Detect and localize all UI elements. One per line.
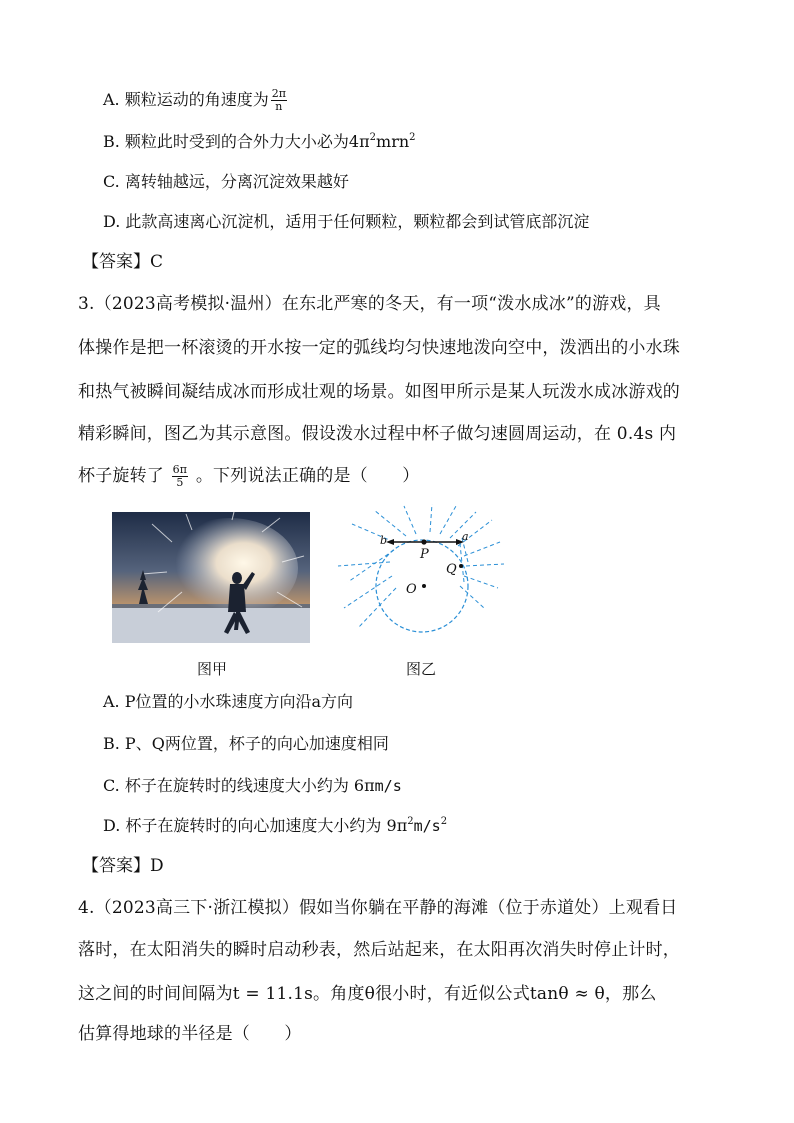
label-q: Q xyxy=(446,562,457,577)
q3-line-5-post: 。下列说法正确的是（ ） xyxy=(195,466,420,486)
q4-line-2: 落时，在太阳消失的瞬时启动秒表，然后站起来，在太阳再次消失时停止计时， xyxy=(78,940,680,960)
q4-line-4: 估算得地球的半径是（ ） xyxy=(78,1024,302,1044)
label-a: a xyxy=(462,530,469,543)
q3-option-c xyxy=(103,776,402,796)
q3-option-d xyxy=(103,816,447,836)
q3-option-b: B. P、Q两位置，杯子的向心加速度相同 xyxy=(103,734,389,753)
option-b-text: B. 颗粒此时受到的合外力大小必为4π xyxy=(103,132,370,151)
q3-option-c-text: C. 杯子在旋转时的线速度大小约为 6π xyxy=(103,776,375,795)
q3-option-d-text: D. 杯子在旋转时的向心加速度大小约为 9π xyxy=(103,816,408,835)
caption-figure-a: 图甲 xyxy=(197,660,228,678)
q3-line-2: 体操作是把一杯滚烫的开水按一定的弧线均匀快速地泼向空中，泼洒出的小水珠 xyxy=(78,338,680,358)
superscript: 2 xyxy=(407,816,414,827)
fraction-numerator: 6π xyxy=(172,463,188,476)
q4-line-3: 这之间的时间间隔为t = 11.1s。角度θ很小时，有近似公式tanθ ≈ θ，那么 xyxy=(78,984,657,1004)
fraction-denominator: n xyxy=(275,100,283,113)
q3-line-3: 和热气被瞬间凝结成冰而形成壮观的场景。如图甲所示是某人玩泼水成冰游戏的 xyxy=(78,382,680,402)
q3-line-5-pre: 杯子旋转了 xyxy=(78,466,164,486)
option-b-text-2: mrn xyxy=(376,132,410,151)
label-p: P xyxy=(420,547,429,562)
option-b xyxy=(103,132,416,152)
q3-fraction xyxy=(172,464,189,489)
option-a xyxy=(103,88,289,113)
answer-q3: 【答案】D xyxy=(82,856,164,876)
photo-splash-water-ice xyxy=(112,512,310,643)
unit: m/s xyxy=(374,777,402,795)
q3-option-a: A. P位置的小水珠速度方向沿a方向 xyxy=(103,692,354,711)
superscript: 2 xyxy=(369,132,377,143)
option-d: D. 此款高速离心沉淀机，适用于任何颗粒，颗粒都会到试管底部沉淀 xyxy=(103,212,590,231)
label-o: O xyxy=(406,582,417,597)
option-a-text: A. 颗粒运动的角速度为 xyxy=(103,90,269,109)
superscript: 2 xyxy=(440,816,448,827)
caption-figure-b: 图乙 xyxy=(406,660,437,678)
q3-line-1: 3.（2023高考模拟·温州）在东北严寒的冬天，有一项“泼水成冰”的游戏，具 xyxy=(78,294,661,314)
option-c: C. 离转轴越远，分离沉淀效果越好 xyxy=(103,172,349,191)
superscript: 2 xyxy=(409,132,416,143)
label-b: b xyxy=(380,534,388,547)
q4-line-1: 4.（2023高三下·浙江模拟）假如当你躺在平静的海滩（位于赤道处）上观看日 xyxy=(78,898,678,918)
circular-motion-diagram xyxy=(334,504,504,654)
answer-q2: 【答案】C xyxy=(82,252,164,272)
fraction-numerator: 2π xyxy=(271,87,286,100)
q3-line-5 xyxy=(78,464,419,489)
unit: m/s xyxy=(413,817,441,835)
q3-line-4: 精彩瞬间，图乙为其示意图。假设泼水过程中杯子做匀速圆周运动，在 0.4s 内 xyxy=(78,424,677,444)
fraction-denominator: 5 xyxy=(176,476,184,489)
option-a-fraction xyxy=(271,88,287,113)
